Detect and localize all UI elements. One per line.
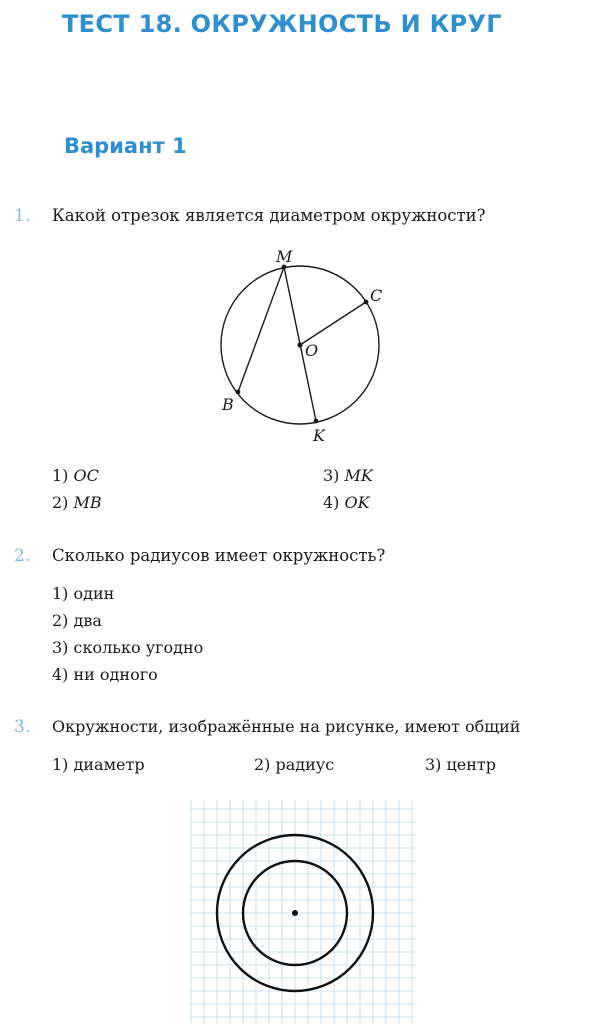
q1-option-4[interactable] [323, 493, 370, 512]
radius-oc [300, 302, 366, 345]
q1-option-2-value: MB [73, 493, 102, 512]
variant-heading: Вариант 1 [64, 134, 187, 158]
q1-option-3-number: 3) [323, 466, 340, 485]
question-3-number: 3. [14, 717, 31, 737]
question-1-text: Какой отрезок является диаметром окружности? [52, 206, 486, 225]
question-2-number: 2. [14, 546, 31, 566]
q1-option-2-number: 2) [52, 493, 69, 512]
q1-option-1[interactable] [52, 466, 99, 485]
q1-option-4-value: OK [344, 493, 370, 512]
q2-option-3[interactable]: 3) сколько угодно [52, 638, 204, 657]
q1-option-1-value: OC [73, 466, 99, 485]
question-2-text: Сколько радиусов имеет окружность? [52, 546, 386, 565]
common-center-point [292, 910, 298, 916]
question-1-number: 1. [14, 206, 31, 226]
chord-mb [238, 267, 284, 392]
q3-option-3[interactable]: 3) центр [425, 755, 497, 774]
label-m: M [276, 247, 293, 266]
q1-option-3-value: MK [344, 466, 373, 485]
q3-option-2[interactable]: 2) радиус [254, 755, 335, 774]
q1-option-4-number: 4) [323, 493, 340, 512]
q2-option-1[interactable]: 1) один [52, 584, 115, 603]
label-b: B [222, 395, 234, 414]
point-c [364, 300, 369, 305]
q1-option-2[interactable] [52, 493, 102, 512]
concentric-circles-diagram [190, 800, 415, 1024]
label-c: C [370, 286, 383, 305]
q1-option-1-number: 1) [52, 466, 69, 485]
circle-diagram [0, 0, 593, 460]
test-title: ТЕСТ 18. ОКРУЖНОСТЬ И КРУГ [62, 10, 502, 38]
label-k: K [313, 426, 325, 445]
q3-option-1[interactable]: 1) диаметр [52, 755, 145, 774]
q1-option-3[interactable] [323, 466, 373, 485]
label-o: O [305, 341, 319, 360]
point-k [314, 419, 319, 424]
point-o [297, 342, 302, 347]
q2-option-2[interactable]: 2) два [52, 611, 102, 630]
q2-option-4[interactable]: 4) ни одного [52, 665, 158, 684]
question-3-text: Окружности, изображённые на рисунке, имеют общий [52, 717, 521, 736]
point-b [236, 390, 241, 395]
